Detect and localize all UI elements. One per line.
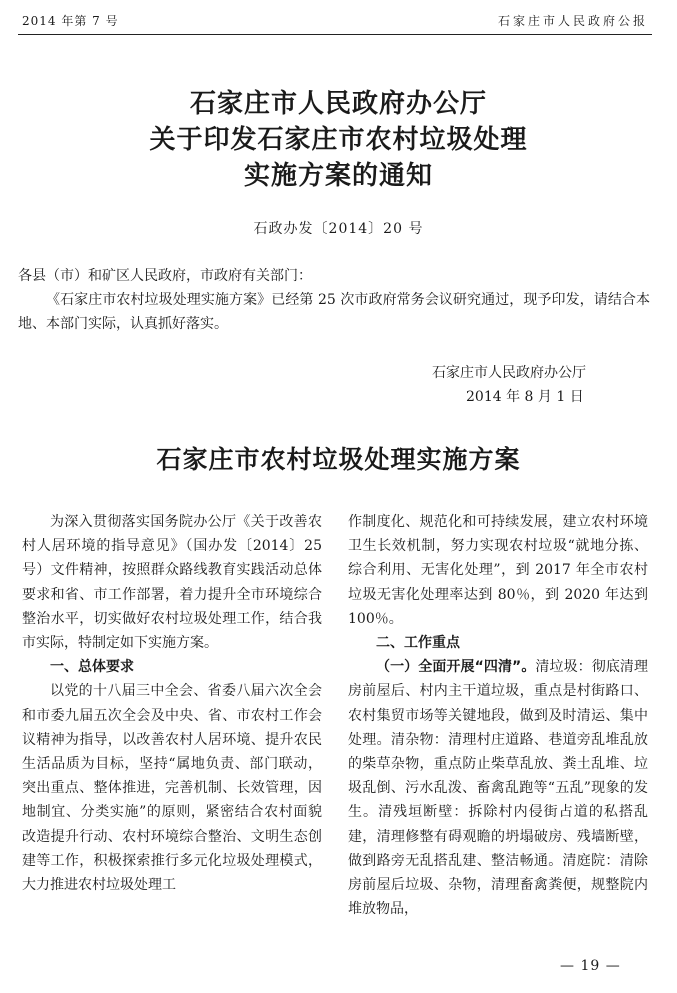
signature-organization: 石家庄市人民政府办公厅: [432, 365, 586, 381]
running-header: [18, 8, 652, 35]
intro-paragraph: 为深入贯彻落实国务院办公厅《关于改善农村人居环境的指导意见》（国办发〔2014〕25 号）文件精神，按照群众路线教育实践活动总体要求和省、市工作部署，着力提升全市环境综合整治水平，切实做好农村垃圾处理工作，结合我市实际，特制定如下实施方案。: [22, 514, 322, 652]
notice-title-line: 石家庄市人民政府办公厅: [189, 89, 487, 119]
right-column: [348, 510, 648, 921]
notice-title-line: 实施方案的通知: [243, 161, 433, 191]
section-paragraph: [348, 655, 648, 921]
journal-name: 石家庄市人民政府公报: [497, 14, 648, 28]
plan-title: 石家庄市农村垃圾处理实施方案: [156, 445, 521, 474]
section-paragraph-continued: 作制度化、规范化和可持续发展，建立农村环境卫生长效机制，努力实现农村垃圾“就地分拣、综合利用、无害化处理”，到 2017 年全市农村垃圾无害化处理率达到 80％，到 2020 年达到 100％。: [348, 514, 648, 627]
notice-title-line: 关于印发石家庄市农村垃圾处理: [149, 125, 528, 155]
document-number: 石政办发〔2014〕20 号: [253, 221, 424, 237]
page-number: — 19 —: [560, 958, 621, 974]
subsection-heading: （一）全面开展“四清”。: [376, 659, 536, 676]
issue-label: 2014 年第 7 号: [22, 14, 119, 28]
section-heading: 二、工作重点: [376, 635, 460, 652]
notice-title: [0, 86, 677, 194]
section-heading: 一、总体要求: [50, 659, 134, 676]
subsection-text: 清垃圾：彻底清理房前屋后、村内主干道垃圾，重点是村街路口、农村集贸市场等关键地段，做到及时清运、集中处理。清杂物：清理村庄道路、巷道旁乱堆乱放的柴草杂物，重点防止柴草乱放、粪土乱堆、垃圾乱倒、污水乱泼、畜禽乱跑等“五乱”现象的发生。清残垣断壁：拆除村内侵街占道的私搭乱建，清理修整有碍观瞻的坍塌破房、残墙断壁，做到路旁无乱搭乱建、整洁畅通。清庭院：清除房前屋后垃圾、杂物，清理畜禽粪便，规整院内堆放物品，: [348, 659, 649, 918]
signature-date: 2014 年 8 月 1 日: [466, 389, 584, 405]
left-column: [22, 510, 322, 897]
notice-body: 《石家庄市农村垃圾处理实施方案》已经第 25 次市政府常务会议研究通过，现予印发，请结合本地、本部门实际，认真抓好落实。: [18, 292, 650, 332]
addressee: 各县（市）和矿区人民政府，市政府有关部门：: [18, 268, 312, 284]
section-paragraph: 以党的十八届三中全会、省委八届六次全会和市委九届五次全会及中央、省、市农村工作会议精神为指导，以改善农村人居环境、提升农民生活品质为目标，坚持“属地负责、部门联动，突出重点、整体推进，完善机制、长效管理，因地制宜、分类实施”的原则，紧密结合农村面貌改造提升行动、农村环境综合整治、文明生态创建等工作，积极探索推行多元化垃圾处理模式，大力推进农村垃圾处理工: [22, 683, 322, 894]
